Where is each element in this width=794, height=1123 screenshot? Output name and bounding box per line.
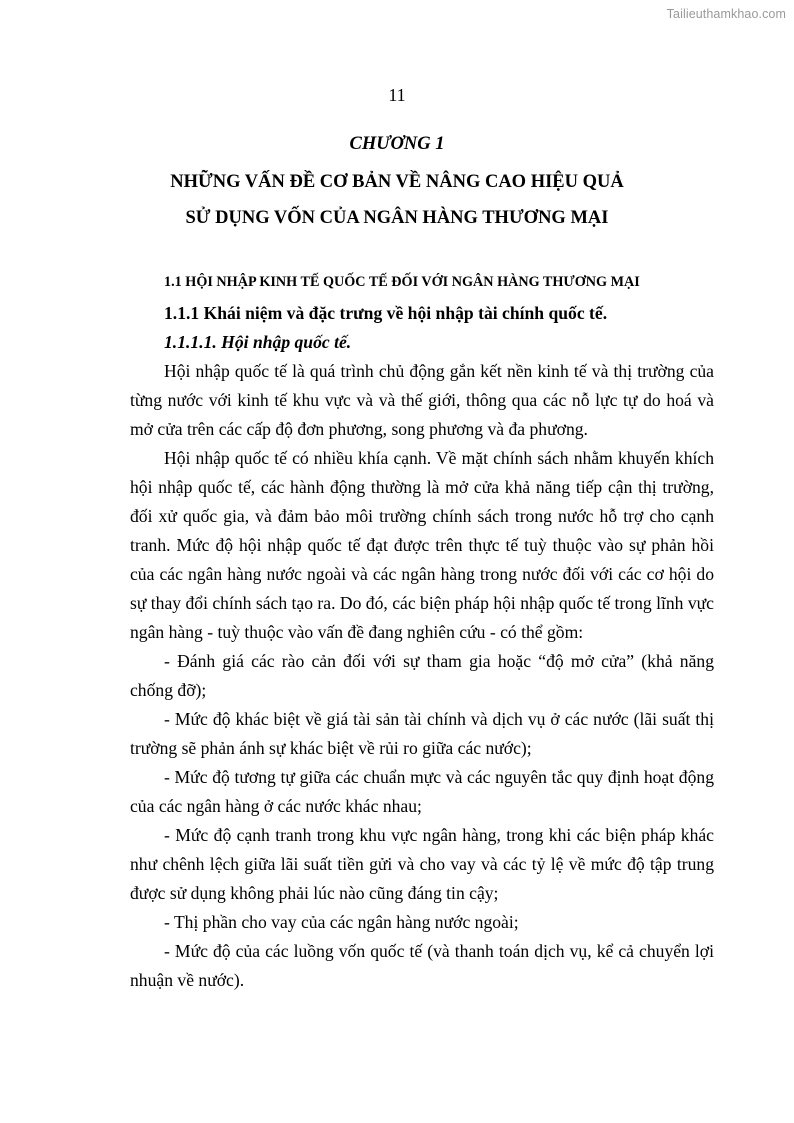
list-item: - Mức độ khác biệt về giá tài sản tài chính và dịch vụ ở các nước (lãi suất thị trường sẽ phản ánh sự khác biệt về rủi ro giữa các nước); — [130, 709, 714, 758]
list-item: - Mức độ cạnh tranh trong khu vực ngân hàng, trong khi các biện pháp khác như chênh lệch giữa lãi suất tiền gửi và cho vay và các tỷ lệ về mức độ tập trung được sử dụng không phải lúc nào cũng đáng tin cậy; — [130, 825, 714, 903]
list-item: - Thị phần cho vay của các ngân hàng nước ngoài; — [164, 912, 519, 932]
list-item: - Mức độ tương tự giữa các chuẩn mực và các nguyên tắc quy định hoạt động của các ngân hàng ở các nước khác nhau; — [130, 767, 714, 816]
chapter-title-line-1: NHỮNG VẤN ĐỀ CƠ BẢN VỀ NÂNG CAO HIỆU QUẢ — [170, 172, 624, 192]
paragraph: Hội nhập quốc tế có nhiều khía cạnh. Về mặt chính sách nhằm khuyến khích hội nhập quốc tế, các hành động thường là mở cửa khả năng tiếp cận thị trường, đối xử quốc gia, và đảm bảo môi trường chính sách trong nước hỗ trợ cho cạnh tranh. Mức độ hội nhập quốc tế đạt được trên thực tế tuỳ thuộc vào sự phản hồi của các ngân hàng nước ngoài và các ngân hàng trong nước đối với các cơ hội do sự thay đổi chính sách tạo ra. Do đó, các biện pháp hội nhập quốc tế trong lĩnh vực ngân hàng - tuỳ thuộc vào vấn đề đang nghiên cứu - có thể gồm: — [130, 448, 714, 642]
subsection-heading: 1.1.1 Khái niệm và đặc trưng về hội nhập tài chính quốc tế. — [164, 303, 608, 323]
paragraph: Hội nhập quốc tế là quá trình chủ động gắn kết nền kinh tế và thị trường của từng nước với kinh tế khu vực và và thế giới, thông qua các nỗ lực tự do hoá và mở cửa trên các cấp độ đơn phương, song phương và đa phương. — [130, 361, 714, 439]
chapter-label: CHƯƠNG 1 — [349, 134, 445, 154]
section-heading: 1.1 HỘI NHẬP KINH TẾ QUỐC TẾ ĐỐI VỚI NGÂN HÀNG THƯƠNG MẠI — [164, 274, 640, 290]
page-number: 11 — [388, 85, 406, 105]
watermark: Tailieuthamkhao.com — [666, 7, 786, 21]
chapter-title-line-2: SỬ DỤNG VỐN CỦA NGÂN HÀNG THƯƠNG MẠI — [185, 208, 609, 228]
list-item: - Đánh giá các rào cản đối với sự tham gia hoặc “độ mở cửa” (khả năng chống đỡ); — [130, 651, 714, 700]
list-item: - Mức độ của các luồng vốn quốc tế (và thanh toán dịch vụ, kể cả chuyển lợi nhuận về nước). — [130, 941, 714, 990]
body-content — [130, 271, 714, 995]
subsubsection-heading: 1.1.1.1. Hội nhập quốc tế. — [164, 332, 352, 352]
